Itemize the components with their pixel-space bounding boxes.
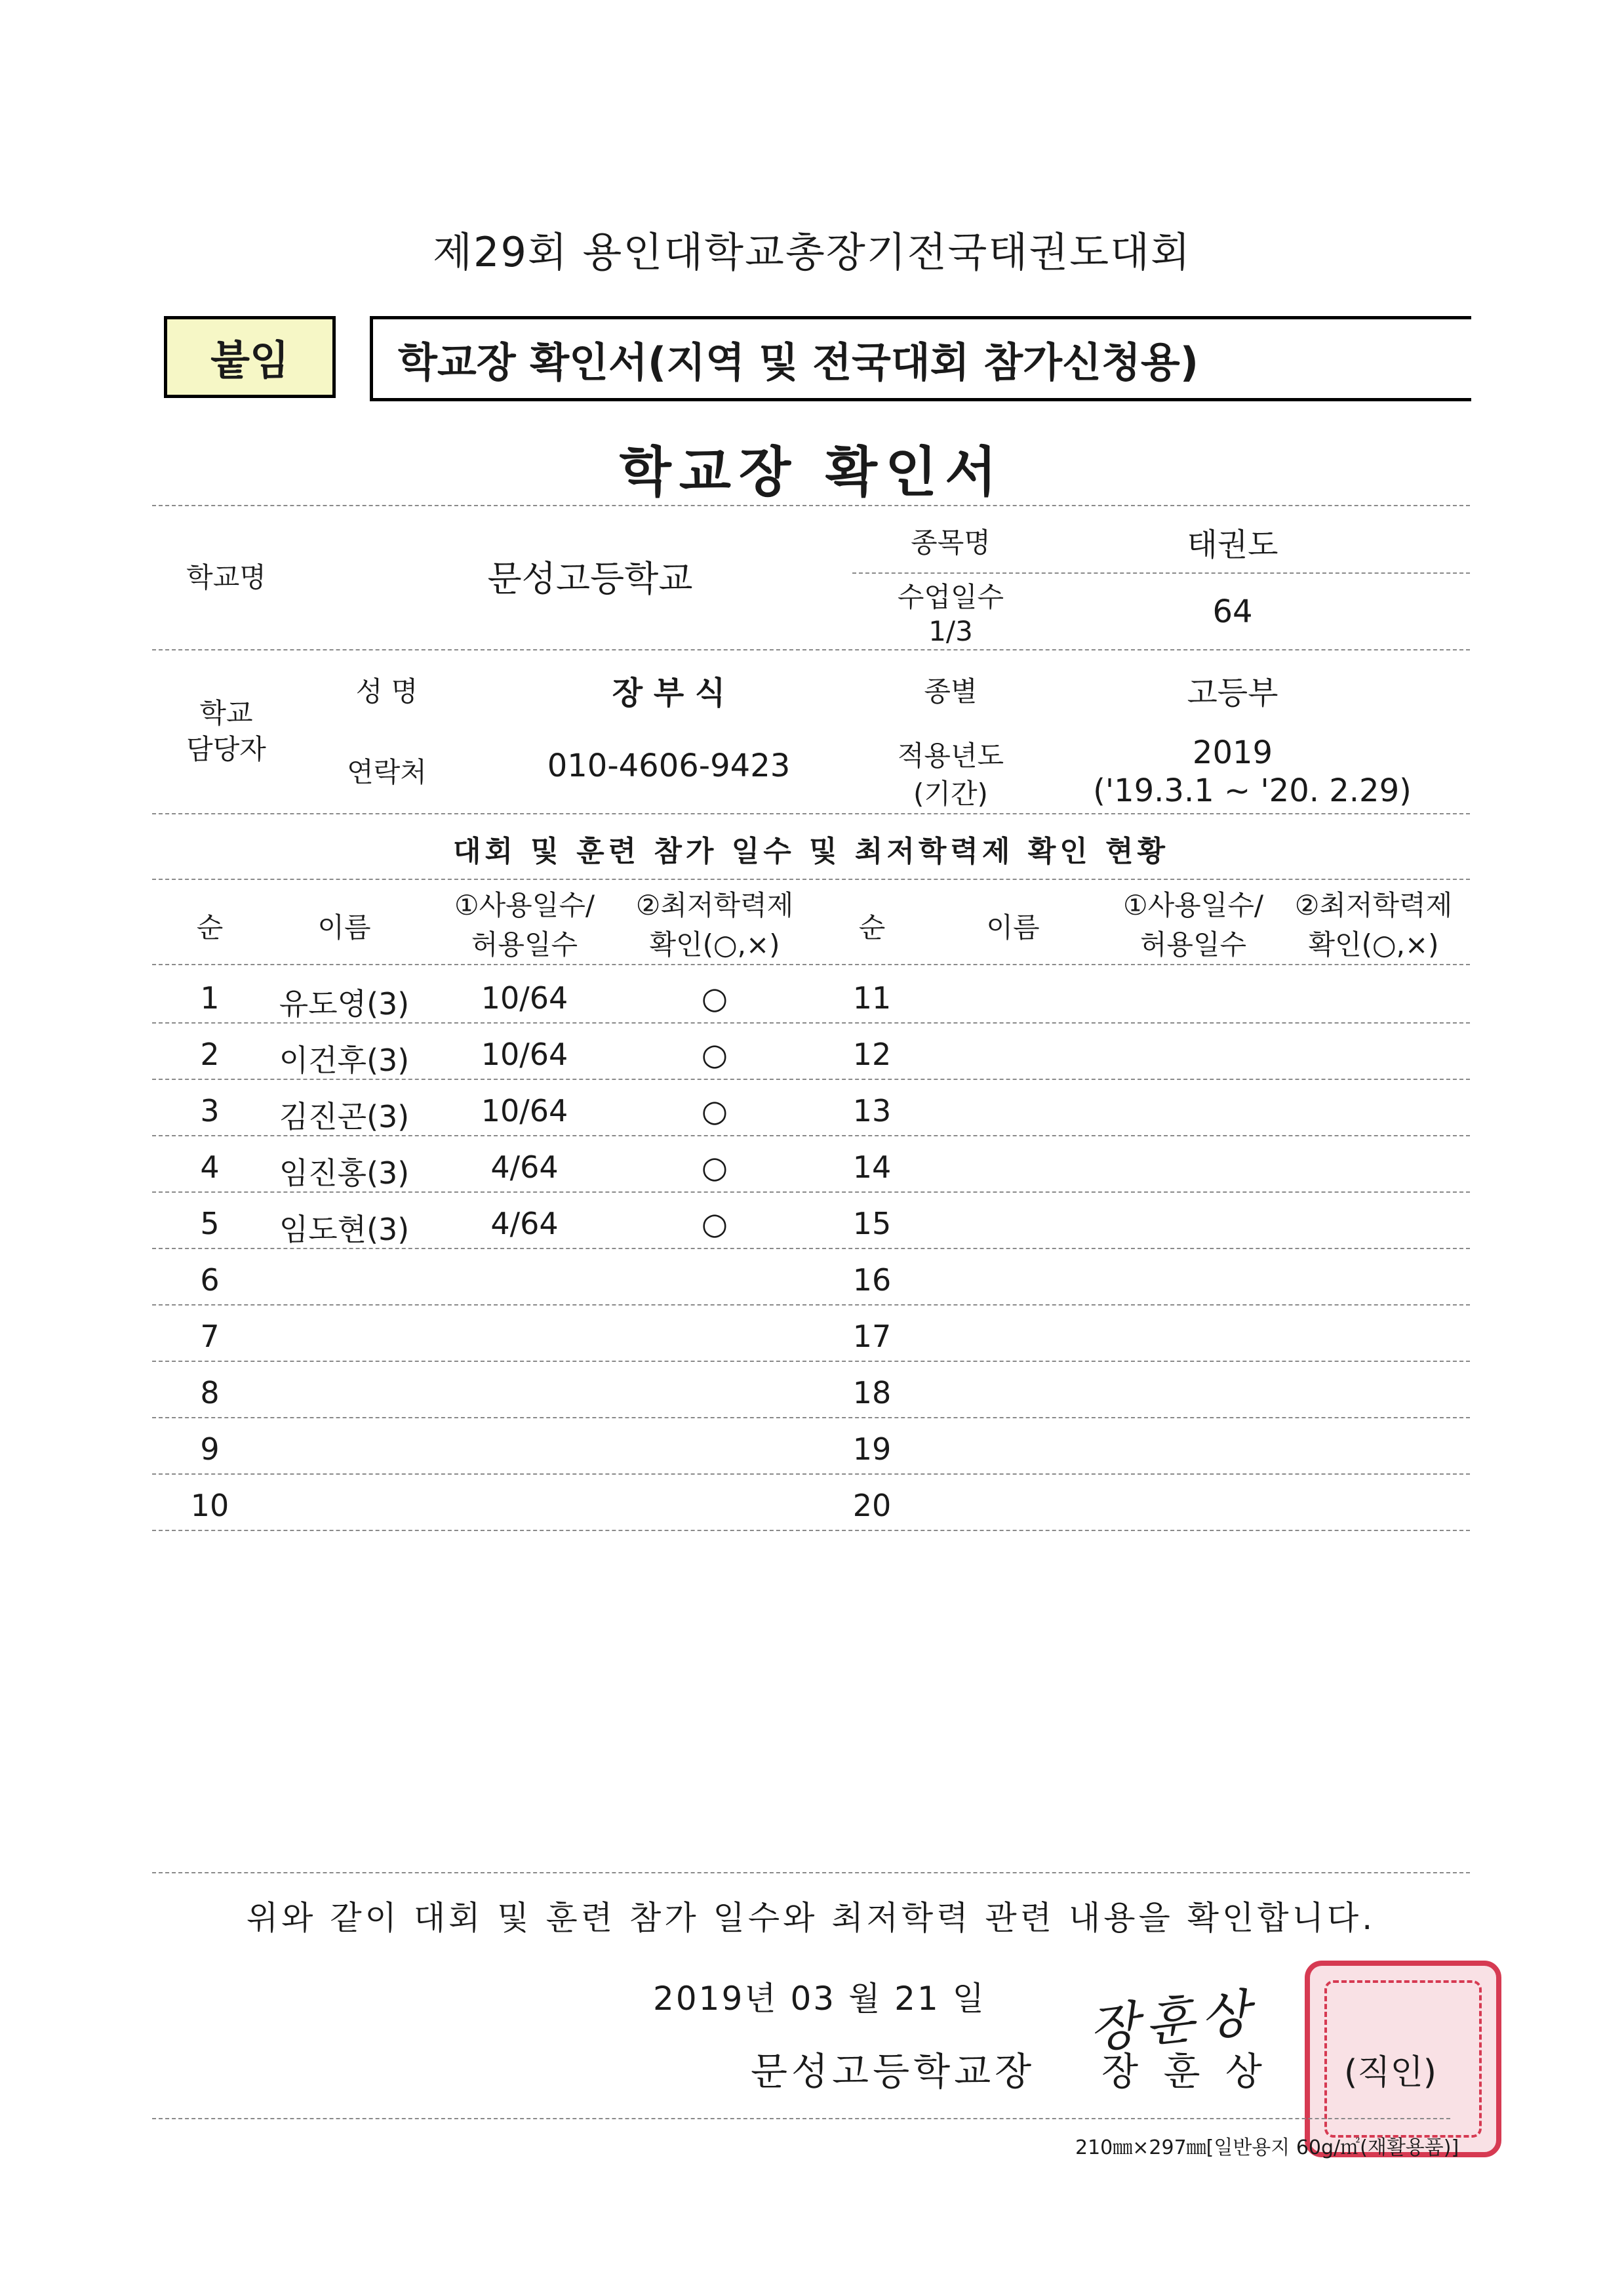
divider xyxy=(152,649,1470,650)
manager-name: 장 부 식 xyxy=(612,675,726,711)
attachment-label: 붙임 xyxy=(164,316,336,398)
col-days-left-2: 허용일수 xyxy=(471,928,578,961)
col-edu-left-1: ②최저학력제 xyxy=(635,889,794,921)
period-value: ('19.3.1 ~ '20. 2.29) xyxy=(1093,772,1412,809)
divider xyxy=(152,2118,1450,2119)
col-days-left-1: ①사용일수/ xyxy=(454,889,595,921)
col-edu-left-2: 확인(○,×) xyxy=(649,928,780,961)
cell-no: 2 xyxy=(200,1037,220,1072)
cell-no: 12 xyxy=(852,1037,892,1072)
cell-name: 임도현(3) xyxy=(279,1212,410,1247)
name-label: 성 명 xyxy=(355,675,418,708)
confirm-text: 위와 같이 대회 및 훈련 참가 일수와 최저학력 관련 내용을 확인합니다. xyxy=(246,1899,1376,1937)
staff-label-2: 담당자 xyxy=(186,733,266,765)
cell-days: 4/64 xyxy=(490,1149,559,1185)
document-subject: 학교장 확인서(지역 및 전국대회 참가신청용) xyxy=(370,316,1471,401)
date-text: 2019년 03 월 21 일 xyxy=(653,1980,986,2018)
cell-no: 20 xyxy=(852,1488,892,1523)
division-label: 종별 xyxy=(924,675,978,708)
table-row-divider xyxy=(152,1530,1470,1531)
table-row-divider xyxy=(152,1417,1470,1418)
cell-check: ○ xyxy=(701,1206,728,1241)
cell-days: 10/64 xyxy=(481,980,568,1016)
divider xyxy=(152,813,1470,814)
cell-check: ○ xyxy=(701,1037,728,1072)
cell-no: 15 xyxy=(852,1206,892,1241)
cell-name: 임진홍(3) xyxy=(279,1155,410,1191)
col-days-right-1: ①사용일수/ xyxy=(1122,889,1264,921)
cell-days: 4/64 xyxy=(490,1206,559,1241)
class-days-sub: 1/3 xyxy=(928,615,973,647)
cell-name: 이건후(3) xyxy=(279,1043,410,1078)
cell-no: 10 xyxy=(190,1488,229,1523)
table-row-divider xyxy=(152,1361,1470,1362)
class-days-value: 64 xyxy=(1212,593,1253,630)
year-sub: (기간) xyxy=(913,778,988,810)
paper-spec-note: 210㎜×297㎜[일반용지 60g/㎡(재활용품)] xyxy=(1075,2136,1459,2159)
cell-no: 7 xyxy=(200,1319,220,1354)
divider xyxy=(152,1872,1470,1873)
cell-no: 18 xyxy=(852,1375,892,1410)
cell-check: ○ xyxy=(701,1149,728,1185)
divider xyxy=(152,505,1470,506)
cell-no: 5 xyxy=(200,1206,220,1241)
cell-no: 4 xyxy=(200,1149,220,1185)
cell-no: 13 xyxy=(852,1093,892,1128)
class-days-label: 수업일수 xyxy=(897,581,1004,613)
col-no-right: 순 xyxy=(858,911,886,944)
status-title: 대회 및 훈련 참가 일수 및 최저학력제 확인 현황 xyxy=(452,835,1170,868)
principal-signature: 장훈상 xyxy=(1086,1983,1259,2060)
cell-no: 17 xyxy=(852,1319,892,1354)
division-value: 고등부 xyxy=(1187,675,1278,711)
school-value: 문성고등학교 xyxy=(487,558,693,599)
staff-label-1: 학교 xyxy=(199,697,253,729)
cell-no: 14 xyxy=(852,1149,892,1185)
cell-check: ○ xyxy=(701,980,728,1016)
cell-no: 6 xyxy=(200,1262,220,1298)
cell-no: 19 xyxy=(852,1431,892,1467)
divider xyxy=(152,964,1470,965)
cell-name: 유도영(3) xyxy=(279,986,410,1022)
year-value: 2019 xyxy=(1192,734,1273,771)
cell-no: 8 xyxy=(200,1375,220,1410)
principal-name: 장 훈 상 xyxy=(1101,2049,1269,2094)
year-label: 적용년도 xyxy=(897,740,1004,772)
col-no-left: 순 xyxy=(196,911,224,944)
contact-value: 010-4606-9423 xyxy=(547,748,791,784)
cell-days: 10/64 xyxy=(481,1037,568,1072)
contact-label: 연락처 xyxy=(347,756,427,788)
cell-days: 10/64 xyxy=(481,1093,568,1128)
principal-school: 문성고등학교장 xyxy=(751,2049,1036,2094)
col-edu-right-2: 확인(○,×) xyxy=(1308,928,1439,961)
cell-no: 9 xyxy=(200,1431,220,1467)
cell-no: 11 xyxy=(852,980,892,1016)
col-name-left: 이름 xyxy=(317,911,371,944)
sport-value: 태권도 xyxy=(1187,527,1278,563)
col-name-right: 이름 xyxy=(986,911,1040,944)
sport-label: 종목명 xyxy=(911,527,991,559)
table-row-divider xyxy=(152,1473,1470,1475)
divider xyxy=(152,879,1470,880)
cell-no: 3 xyxy=(200,1093,220,1128)
col-days-right-2: 허용일수 xyxy=(1139,928,1247,961)
cell-name: 김진곤(3) xyxy=(279,1099,410,1134)
cell-check: ○ xyxy=(701,1093,728,1128)
divider xyxy=(852,572,1470,574)
event-title: 제29회 용인대학교총장기전국태권도대회 xyxy=(433,228,1191,276)
cell-no: 1 xyxy=(200,980,220,1016)
table-row-divider xyxy=(152,1304,1470,1306)
col-edu-right-1: ②최저학력제 xyxy=(1294,889,1453,921)
document-title: 학교장 확인서 xyxy=(619,441,1005,504)
cell-no: 16 xyxy=(852,1262,892,1298)
seal-label: (직인) xyxy=(1344,2053,1437,2092)
school-label: 학교명 xyxy=(186,561,266,593)
